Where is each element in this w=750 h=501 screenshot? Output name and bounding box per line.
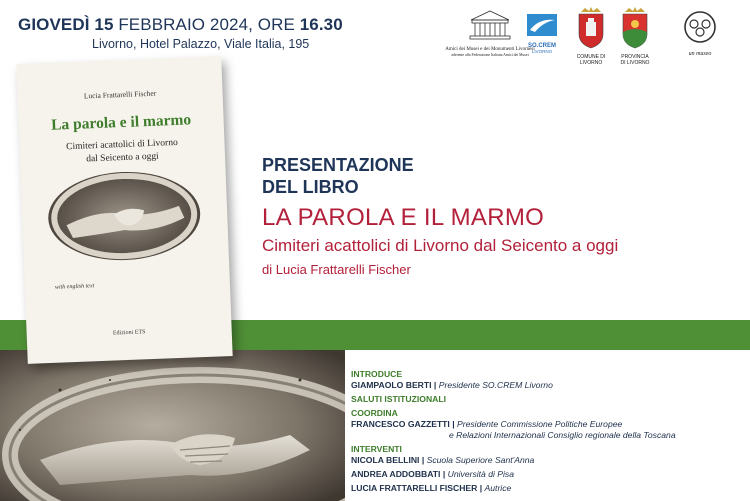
separator: | xyxy=(421,455,425,465)
socrem-mark-icon xyxy=(525,12,559,38)
circular-emblem-icon xyxy=(679,10,721,46)
coordina-role-line2: e Relazioni Internazionali Consiglio regionale della Toscana xyxy=(449,430,676,440)
speaker-row xyxy=(351,455,534,465)
event-venue: Livorno, Hotel Palazzo, Viale Italia, 195 xyxy=(92,37,310,51)
speaker-row xyxy=(351,483,511,493)
socrem-name: SO.CREM xyxy=(527,43,556,49)
speaker-role: Scuola Superiore Sant'Anna xyxy=(426,455,535,465)
provincia-line2: DI LIVORNO xyxy=(620,59,650,66)
socrem-city: LIVORNO xyxy=(531,48,553,54)
marble-hands-photo xyxy=(0,350,345,501)
separator: | xyxy=(479,483,483,493)
introduce-role: Presidente SO.CREM Livorno xyxy=(438,380,553,390)
sponsor-logos xyxy=(435,8,745,68)
comune-line1: COMUNE DI xyxy=(576,54,606,60)
provincia-line1: PROVINCIA xyxy=(621,54,649,60)
book-subtitle: Cimiteri acattolici di Livorno dal Seicento a oggi xyxy=(262,236,619,255)
book-cover-title: La parola e il marmo xyxy=(50,111,192,134)
speaker-row xyxy=(351,469,514,479)
event-time: 16.30 xyxy=(299,15,343,34)
event-date-number: 15 xyxy=(94,15,114,34)
book-cover-subtitle-1: Cimiteri acattolici di Livorno xyxy=(66,137,178,153)
provincia-livorno-logo xyxy=(615,6,655,66)
book-title: LA PAROLA E IL MARMO xyxy=(262,204,545,231)
presentation-label-line2: DEL LIBRO xyxy=(262,177,359,197)
event-month-year: FEBBRAIO 2024, ORE xyxy=(118,15,295,34)
comune-livorno-logo xyxy=(573,6,609,66)
socrem-logo xyxy=(525,12,559,55)
event-day: GIOVEDÌ xyxy=(18,15,90,34)
amici-line1: Amici dei Musei e dei Monumenti Livornesi xyxy=(445,47,535,52)
speaker-role: Università di Pisa xyxy=(447,469,515,479)
book-cover-subtitle-2: dal Seicento a oggi xyxy=(86,151,159,165)
coordina-role-line1: Presidente Commissione Politiche Europee xyxy=(457,419,623,429)
book-cover-publisher: Edizioni ETS xyxy=(112,329,146,337)
saluti-label: SALUTI ISTITUZIONALI xyxy=(351,394,447,404)
book-cover-hands-image xyxy=(42,165,206,266)
amici-line2: aderente alla Federazione Italiana Amici dei Musei xyxy=(451,52,529,57)
city-crest-icon xyxy=(573,6,609,50)
speaker-name: ANDREA ADDOBBATI xyxy=(351,469,441,479)
marble-relief-image xyxy=(0,350,345,501)
museo-logo xyxy=(679,10,721,58)
book-cover xyxy=(16,56,232,364)
book-cover-note: with english text xyxy=(54,283,95,291)
separator: | xyxy=(433,380,437,390)
introduce-label: INTRODUCE xyxy=(351,369,403,379)
presentation-label xyxy=(262,154,414,198)
coordina-name: FRANCESCO GAZZETTI xyxy=(351,419,450,429)
interventi-label: INTERVENTI xyxy=(351,444,402,454)
event-date-line xyxy=(18,15,343,35)
separator: | xyxy=(452,419,455,429)
speaker-name: NICOLA BELLINI xyxy=(351,455,420,465)
presentation-label-line1: PRESENTAZIONE xyxy=(262,155,414,175)
province-crest-icon xyxy=(615,6,655,50)
coordina-row xyxy=(351,419,622,429)
introduce-row xyxy=(351,380,553,390)
speaker-name: LUCIA FRATTARELLI FISCHER xyxy=(351,483,478,493)
museo-caption: un museo xyxy=(688,51,712,57)
speaker-role: Autrice xyxy=(484,483,512,493)
coordina-label: COORDINA xyxy=(351,408,398,418)
separator: | xyxy=(442,469,446,479)
book-author: di Lucia Frattarelli Fischer xyxy=(262,262,411,277)
introduce-name: GIAMPAOLO BERTI xyxy=(351,380,432,390)
book-cover-author: Lucia Frattarelli Fischer xyxy=(83,88,157,101)
comune-line2: LIVORNO xyxy=(579,59,603,66)
